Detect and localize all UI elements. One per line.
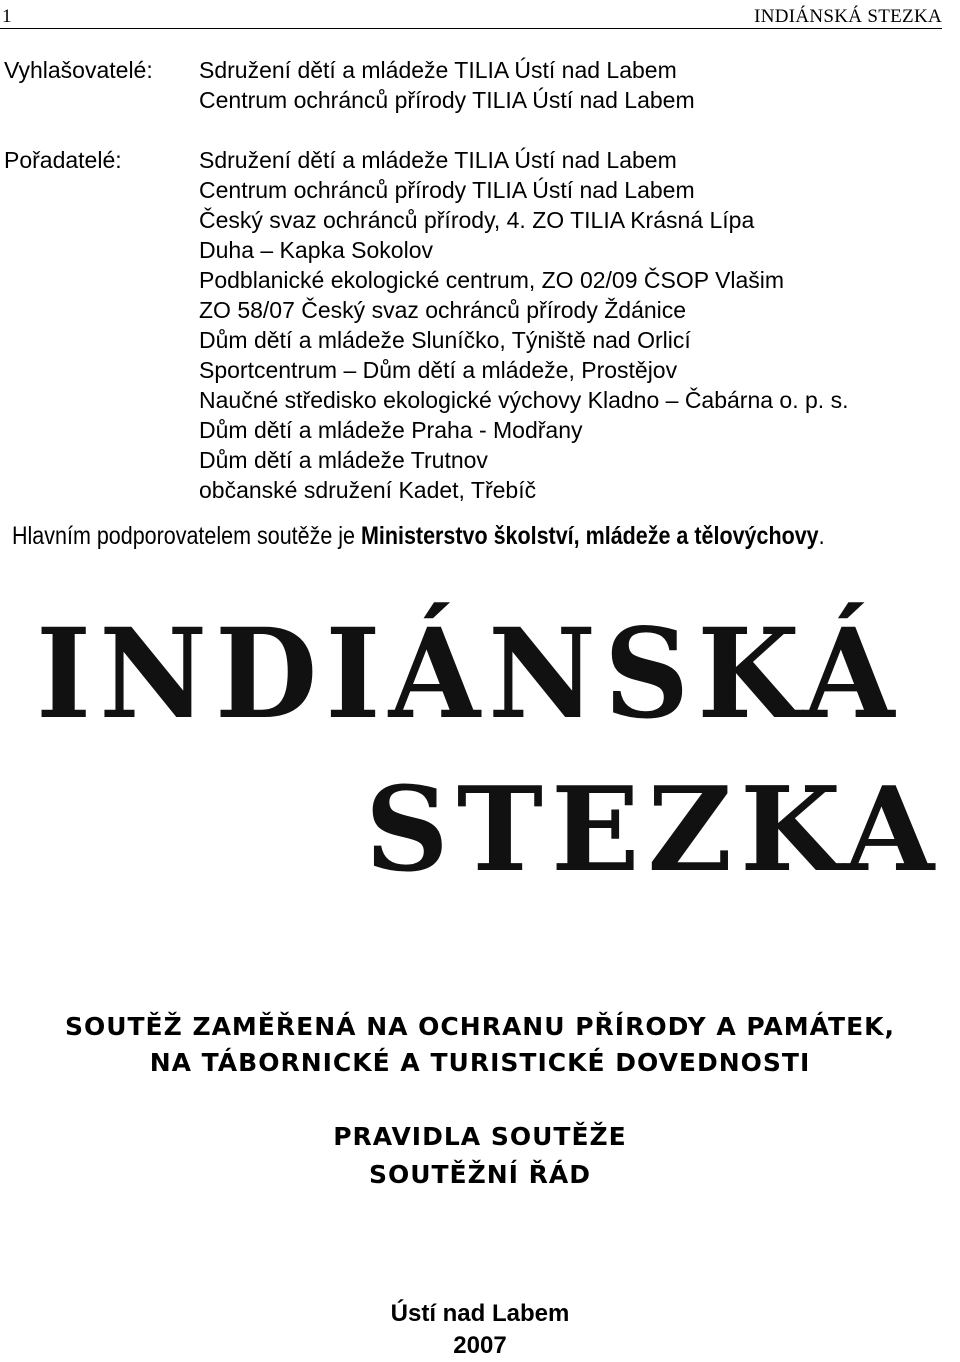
page-number: 1 bbox=[2, 6, 12, 27]
list-item: Dům dětí a mládeže Praha - Modřany bbox=[199, 417, 583, 443]
list-item: Naučné středisko ekologické výchovy Kladno – Čabárna o. p. s. bbox=[199, 387, 849, 413]
list-item: Sdružení dětí a mládeže TILIA Ústí nad Labem bbox=[199, 147, 677, 173]
competition-order-heading: SOUTĚŽNÍ ŘÁD bbox=[368, 1160, 592, 1189]
publication-place: Ústí nad Labem bbox=[390, 1300, 570, 1327]
list-item: Podblanické ekologické centrum, ZO 02/09 ČSOP Vlašim bbox=[199, 267, 785, 293]
subtitle-line-2: NA TÁBORNICKÉ A TURISTICKÉ DOVEDNOSTI bbox=[149, 1048, 811, 1077]
running-title: INDIÁNSKÁ STEZKA bbox=[754, 6, 942, 27]
list-item: ZO 58/07 Český svaz ochránců přírody Ždánice bbox=[199, 297, 687, 323]
list-item: Sportcentrum – Dům dětí a mládeže, Prostějov bbox=[199, 357, 678, 383]
organizers-list bbox=[199, 145, 848, 505]
sponsor-prefix: Hlavním podporovatelem soutěže je bbox=[12, 522, 361, 550]
sponsor-name: Ministerstvo školství, mládeže a tělovýchovy bbox=[360, 522, 819, 550]
list-item: Centrum ochránců přírody TILIA Ústí nad Labem bbox=[199, 87, 695, 113]
announcers-list bbox=[199, 55, 695, 115]
list-item: občanské sdružení Kadet, Třebíč bbox=[199, 477, 537, 503]
list-item: Sdružení dětí a mládeže TILIA Ústí nad Labem bbox=[199, 57, 677, 83]
organizers-label: Pořadatelé: bbox=[4, 147, 122, 173]
sponsor-suffix: . bbox=[818, 522, 825, 550]
list-item: Dům dětí a mládeže Sluníčko, Týniště nad Orlicí bbox=[199, 327, 691, 353]
main-title-line-1: INDIÁNSKÁ bbox=[36, 600, 903, 747]
announcers-label: Vyhlašovatelé: bbox=[4, 57, 153, 83]
subtitle-line-1: SOUTĚŽ ZAMĚŘENÁ NA OCHRANU PŘÍRODY A PAMÁTEK, bbox=[64, 1012, 896, 1041]
publication-year: 2007 bbox=[453, 1332, 507, 1359]
sponsor-statement bbox=[12, 522, 825, 551]
list-item: Centrum ochránců přírody TILIA Ústí nad Labem bbox=[199, 177, 695, 203]
page-header bbox=[0, 4, 942, 29]
rules-heading: PRAVIDLA SOUTĚŽE bbox=[333, 1122, 627, 1151]
list-item: Dům dětí a mládeže Trutnov bbox=[199, 447, 488, 473]
list-item: Duha – Kapka Sokolov bbox=[199, 237, 433, 263]
list-item: Český svaz ochránců přírody, 4. ZO TILIA Krásná Lípa bbox=[199, 207, 755, 233]
main-title-line-2: STEZKA bbox=[365, 762, 943, 898]
